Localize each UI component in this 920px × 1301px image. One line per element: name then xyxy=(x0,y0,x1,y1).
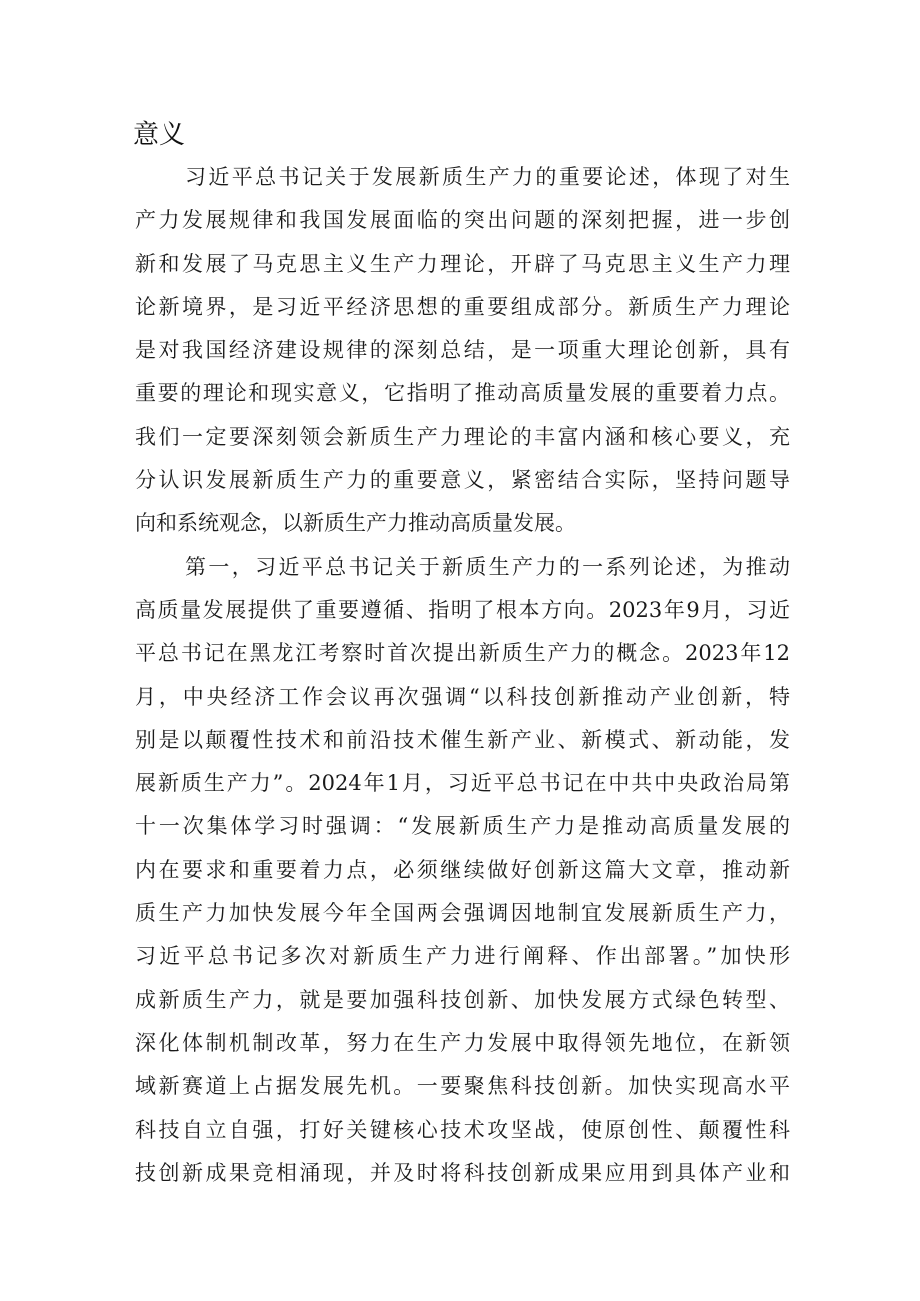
text-line: 向和系统观念，以新质生产力推动高质量发展。 xyxy=(135,511,576,536)
text-line: 成新质生产力，就是要加强科技创新、加快发展方式绿色转型、 xyxy=(135,987,790,1012)
text-line: 论新境界，是习近平经济思想的重要组成部分。新质生产力理论 xyxy=(135,294,790,319)
paragraph-2 xyxy=(135,546,790,1195)
text-line: 域新赛道上占据发展先机。一要聚焦科技创新。加快实现高水平 xyxy=(135,1074,790,1099)
text-line: 别是以颠覆性技术和前沿技术催生新产业、新模式、新动能，发 xyxy=(135,727,790,752)
text-line: 展新质生产力”。2024年1月，习近平总书记在中共中央政治局第 xyxy=(135,771,790,796)
text-line: 高质量发展提供了重要遵循、指明了根本方向。2023年9月，习近 xyxy=(135,597,790,622)
text-line: 是对我国经济建设规律的深刻总结，是一项重大理论创新，具有 xyxy=(135,338,790,363)
text-line: 第一，习近平总书记关于新质生产力的一系列论述，为推动 xyxy=(185,554,790,579)
text-line: 习近平总书记关于发展新质生产力的重要论述，体现了对生 xyxy=(185,165,790,189)
text-line: 习近平总书记多次对新质生产力进行阐释、作出部署。”加快形 xyxy=(135,944,790,969)
text-line: 深化体制机制改革，努力在生产力发展中取得领先地位，在新领 xyxy=(135,1030,790,1055)
text-line: 内在要求和重要着力点，必须继续做好创新这篇大文章，推动新 xyxy=(135,857,790,882)
text-line: 月，中央经济工作会议再次强调“以科技创新推动产业创新，特 xyxy=(135,684,790,709)
text-line: 质生产力加快发展今年全国两会强调因地制宜发展新质生产力， xyxy=(135,901,790,926)
text-line: 平总书记在黑龙江考察时首次提出新质生产力的概念。2023年12 xyxy=(135,641,790,666)
text-line: 重要的理论和现实意义，它指明了推动高质量发展的重要着力点。 xyxy=(135,381,790,406)
document-body xyxy=(135,156,790,1195)
text-line: 技创新成果竞相涌现，并及时将科技创新成果应用到具体产业和 xyxy=(135,1160,790,1185)
text-line: 我们一定要深刻领会新质生产力理论的丰富内涵和核心要义，充 xyxy=(135,424,790,449)
paragraph-1 xyxy=(135,156,790,546)
section-heading: 意义 xyxy=(133,120,186,150)
text-line: 科技自立自强，打好关键核心技术攻坚战，使原创性、颠覆性科 xyxy=(135,1117,790,1142)
text-line: 新和发展了马克思主义生产力理论，开辟了马克思主义生产力理 xyxy=(135,251,790,276)
text-line: 产力发展规律和我国发展面临的突出问题的深刻把握，进一步创 xyxy=(135,208,790,233)
text-line: 分认识发展新质生产力的重要意义，紧密结合实际，坚持问题导 xyxy=(135,468,790,493)
text-line: 十一次集体学习时强调：“发展新质生产力是推动高质量发展的 xyxy=(135,814,790,839)
